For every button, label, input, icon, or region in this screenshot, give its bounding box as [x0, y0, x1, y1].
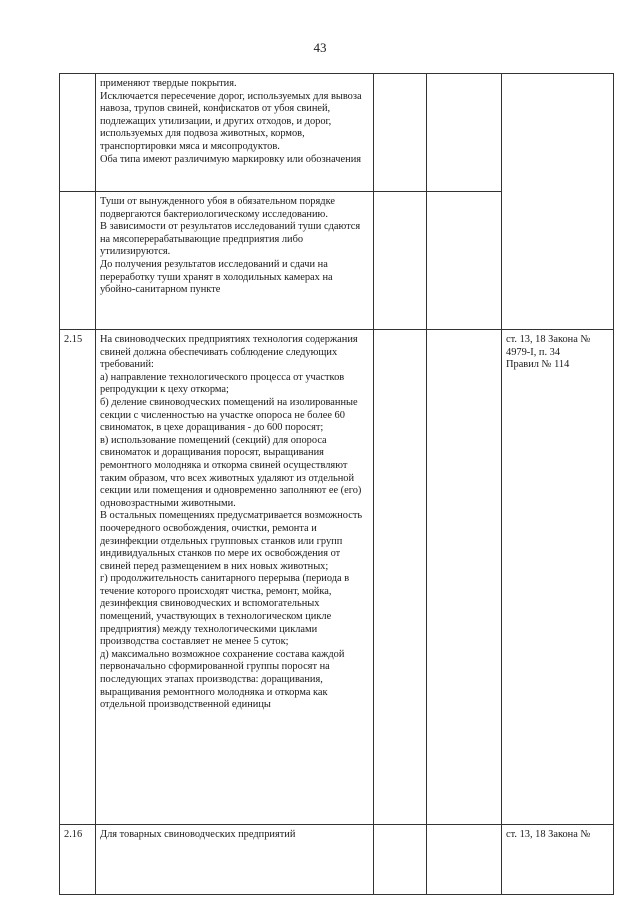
empty-cell [374, 192, 427, 330]
requirement-paragraph: г) продолжительность санитарного перерыва (периода в течение которого происходят чистка, ремонт, мойка, дезинфекция свиноводческих и вспомогательных помещений, участвующих в технологическом цикле предприятия) между технологическими циклами производства составляет не менее 5 суток; [100, 573, 350, 648]
reference-cell [502, 74, 614, 330]
requirements-table [59, 73, 614, 895]
law-reference: Правил № 114 [506, 359, 570, 371]
reference-cell [502, 825, 614, 895]
requirement-paragraph: На свиноводческих предприятиях технология содержания свиней должна обеспечивать соблюдение следующих требований: [100, 334, 358, 371]
empty-cell [374, 825, 427, 895]
requirement-paragraph: Для товарных свиноводческих предприятий [100, 829, 296, 840]
requirement-text-cell [96, 74, 374, 192]
requirement-text-cell [96, 330, 374, 825]
item-number-cell: 2.15 [60, 330, 96, 825]
empty-cell [427, 192, 502, 330]
empty-cell [427, 825, 502, 895]
requirement-paragraph: Оба типа имеют различимую маркировку или обозначения [100, 153, 362, 165]
requirement-paragraph: В зависимости от результатов исследований туши сдаются на мясоперерабатывающие предприятия либо утилизируются. [100, 221, 361, 258]
requirement-paragraph: б) деление свиноводческих помещений на изолированные секции с численностью на участке опороса не более 60 свиноматок, в цехе доращивания - до 600 поросят; [100, 396, 358, 434]
table-row [60, 330, 614, 825]
requirement-paragraph: Туши от вынужденного убоя в обязательном порядке подвергаются бактериологическому исследованию. [100, 196, 335, 220]
law-reference: ст. 13, 18 Закона № [506, 829, 591, 840]
requirement-paragraph: Исключается пересечение дорог, используемых для вывоза навоза, трупов свиней, конфискатов от убоя свиней, подлежащих утилизации, и других отходов, и дорог, используемых для подвоза животных, кормов, транспортировки мяса и мясопродуктов. [100, 90, 362, 152]
requirement-paragraph: До получения результатов исследований и сдачи на переработку туши хранят в холодильных камерах на убойно-санитарном пункте [100, 258, 333, 296]
empty-cell [427, 330, 502, 825]
requirement-paragraph: д) максимально возможное сохранение состава каждой первоначально сформированной группы поросят на последующих этапах производства: доращивания, выращивания ремонтного молодняка и откорма как отдельной производственной единицы [100, 648, 345, 711]
requirement-paragraph: а) направление технологического процесса от участков репродукции к цеху откорма; [100, 371, 345, 396]
requirement-paragraph: В остальных помещениях предусматривается возможность поочередного освобождения, очистки, ремонта и дезинфекции отдельных групповых станков или групп индивидуальных станков по мере их освобождения от свиней перед размещением в них новых животных; [100, 510, 363, 572]
page-number: 43 [313, 40, 327, 55]
table-row [60, 825, 614, 895]
empty-cell [427, 74, 502, 192]
empty-cell [374, 330, 427, 825]
empty-cell [374, 74, 427, 192]
requirement-text-cell [96, 825, 374, 895]
requirement-text-cell [96, 192, 374, 330]
law-reference: ст. 13, 18 Закона № 4979-I, п. 34 [506, 334, 591, 358]
table-row [60, 74, 614, 192]
reference-cell [502, 330, 614, 825]
item-number-cell [60, 74, 96, 192]
requirement-paragraph: применяют твердые покрытия. [100, 78, 237, 89]
requirement-paragraph: в) использование помещений (секций) для опороса свиноматок и доращивания поросят, выращивания ремонтного молодняка и откорма свиней осуществляют таким образом, что всех животных удаляют из отдельной секции или помещения и одновременно заполняют ее (его) одновозрастными животными. [100, 434, 362, 509]
item-number-cell: 2.16 [60, 825, 96, 895]
item-number-cell [60, 192, 96, 330]
